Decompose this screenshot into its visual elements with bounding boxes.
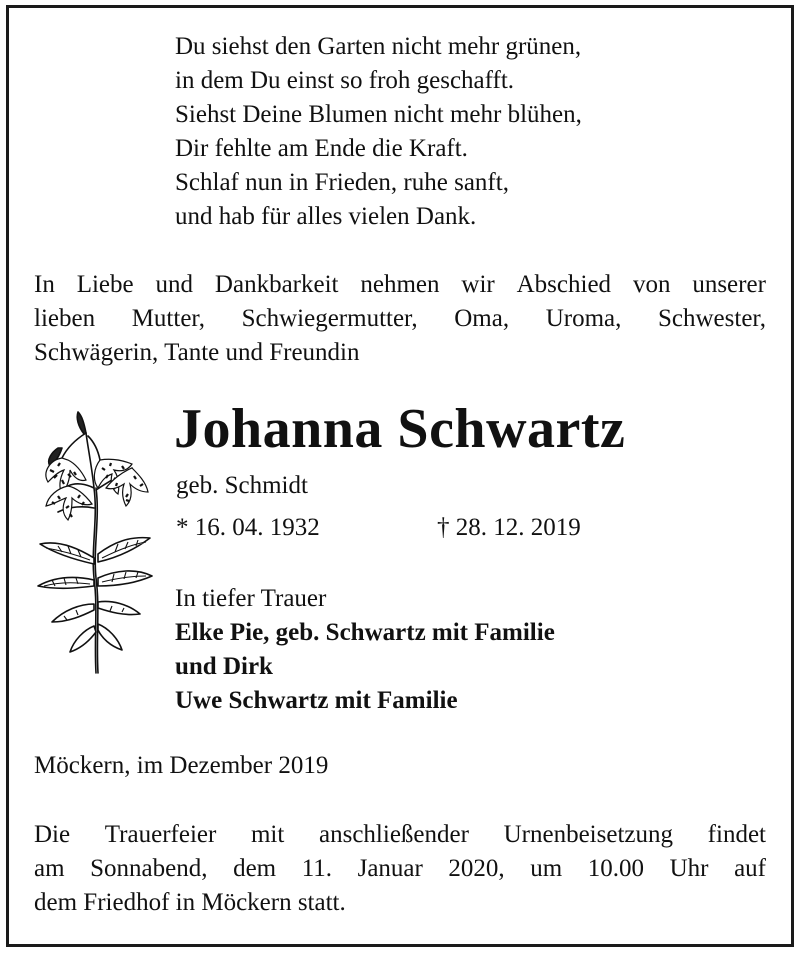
word: Januar [357, 855, 423, 882]
mourner-line: und Dirk [175, 653, 273, 680]
deceased-name: Johanna Schwartz [174, 398, 626, 460]
intro-line-1 [34, 268, 766, 302]
word: In [34, 271, 55, 298]
word: von [632, 271, 671, 298]
word: dem [233, 855, 277, 882]
word: um [530, 855, 563, 882]
word: Schwester, [658, 305, 766, 332]
mourning-intro: In tiefer Trauer [175, 585, 327, 612]
poem-line: und hab für alles vielen Dank. [175, 203, 477, 230]
lily-icon [28, 408, 158, 678]
word: Dankbarkeit [214, 271, 339, 298]
funeral-line-3: dem Friedhof in Möckern statt. [34, 889, 346, 916]
word: 11. [301, 855, 333, 882]
funeral-line-1 [34, 818, 766, 852]
mourners-block [175, 582, 555, 718]
word: und [155, 271, 194, 298]
poem-line: Schlaf nun in Frieden, ruhe sanft, [175, 169, 509, 196]
poem-line: in dem Du einst so froh geschafft. [175, 67, 515, 94]
funeral-line-2 [34, 852, 766, 886]
poem-line: Dir fehlte am Ende die Kraft. [175, 135, 468, 162]
word: anschließender [319, 821, 469, 848]
word: am [34, 855, 65, 882]
word: Trauerfeier [104, 821, 217, 848]
poem-line: Siehst Deine Blumen nicht mehr blühen, [175, 101, 582, 128]
mourner-line: Uwe Schwartz mit Familie [175, 687, 458, 714]
word: Abschied [516, 271, 612, 298]
intro-line-3: Schwägerin, Tante und Freundin [34, 339, 360, 366]
intro-text [34, 268, 766, 370]
word: nehmen [360, 271, 440, 298]
word: Oma, [454, 305, 510, 332]
word: Sonnabend, [90, 855, 208, 882]
birth-date: * 16. 04. 1932 [176, 514, 320, 541]
word: Schwiegermutter, [241, 305, 418, 332]
poem-line: Du siehst den Garten nicht mehr grünen, [175, 33, 582, 60]
death-date: † 28. 12. 2019 [437, 514, 581, 541]
word: Die [34, 821, 71, 848]
word: 10.00 [587, 855, 645, 882]
word: findet [707, 821, 766, 848]
word: wir [461, 271, 495, 298]
word: Uhr [669, 855, 709, 882]
word: auf [734, 855, 766, 882]
word: Liebe [76, 271, 134, 298]
word: Mutter, [131, 305, 205, 332]
funeral-notice [34, 818, 766, 920]
word: Urnenbeisetzung [503, 821, 673, 848]
place-date: Möckern, im Dezember 2019 [34, 752, 329, 779]
maiden-name: geb. Schmidt [176, 472, 308, 499]
word: 2020, [448, 855, 505, 882]
mourner-line: Elke Pie, geb. Schwartz mit Familie [175, 619, 555, 646]
word: mit [250, 821, 285, 848]
word: lieben [34, 305, 96, 332]
word: Uroma, [545, 305, 622, 332]
intro-line-2 [34, 302, 766, 336]
word: unserer [692, 271, 766, 298]
poem [175, 30, 582, 234]
